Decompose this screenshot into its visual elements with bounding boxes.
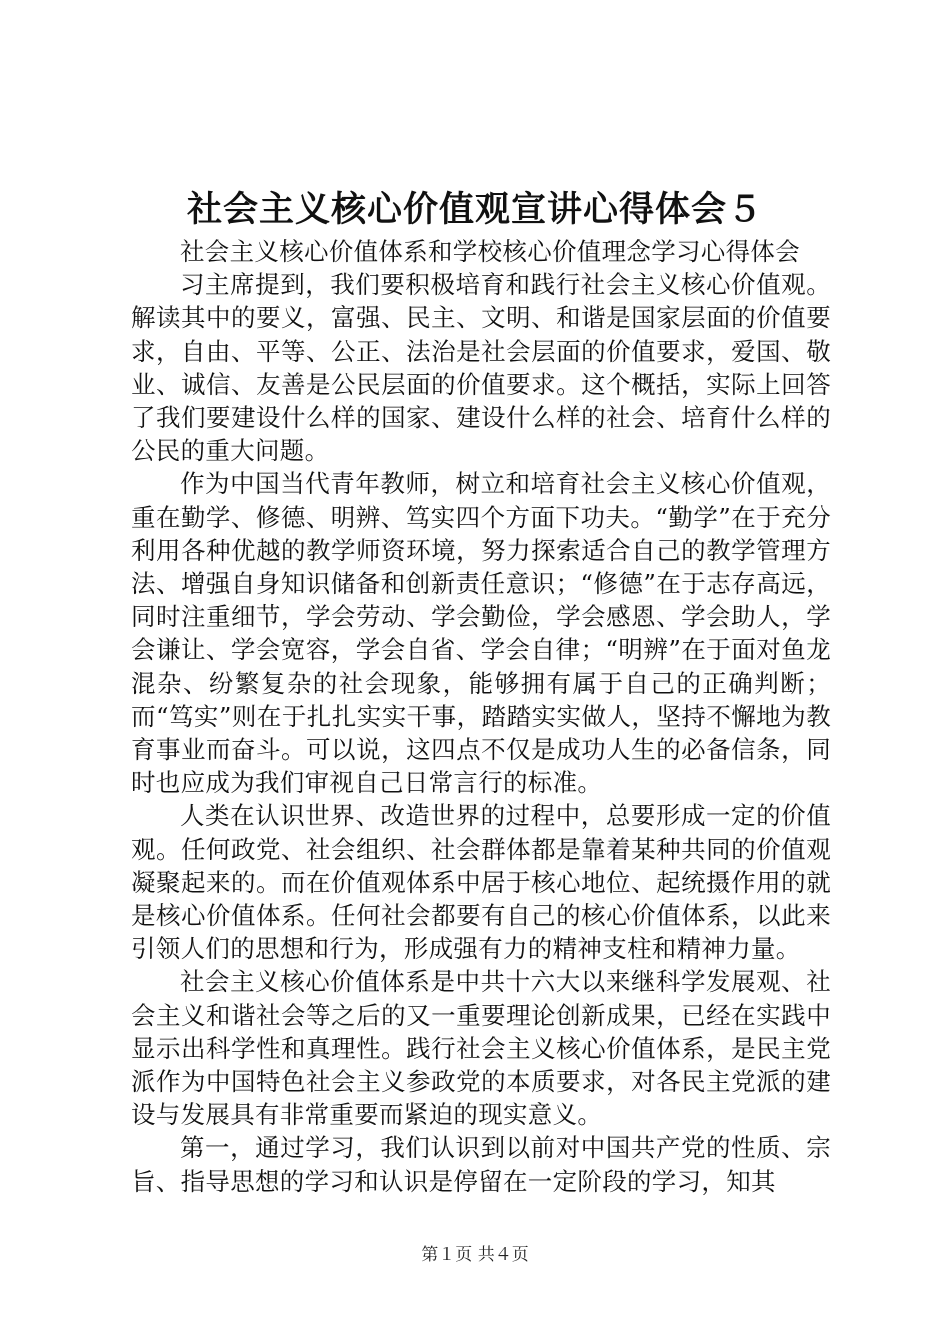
document-subtitle: 社会主义核心价值体系和学校核心价值理念学习心得体会 (180, 237, 800, 266)
paragraph-1: 习主席提到，我们要积极培育和践行社会主义核心价值观。解读其中的要义，富强、民主、文明、和谐是国家层面的价值要求，自由、平等、公正、法治是社会层面的价值要求，爱国、敬业、诚信、友善是公民层面的价值要求。这个概括，实际上回答了我们要建设什么样的国家、建设什么样的社会、培育什么样的公民的重大问题。 (131, 270, 831, 466)
paragraph-4: 社会主义核心价值体系是中共十六大以来继科学发展观、社会主义和谐社会等之后的又一重要理论创新成果，已经在实践中显示出科学性和真理性。践行社会主义核心价值体系，是民主党派作为中国特色社会主义参政党的本质要求，对各民主党派的建设与发展具有非常重要而紧迫的现实意义。 (131, 967, 831, 1130)
page-footer: 第１页 共４页 (421, 1245, 529, 1265)
paragraph-3: 人类在认识世界、改造世界的过程中，总要形成一定的价值观。任何政党、社会组织、社会群体都是靠着某种共同的价值观凝聚起来的。而在价值观体系中居于核心地位、起统摄作用的就是核心价值体系。任何社会都要有自己的核心价值体系，以此来引领人们的思想和行为，形成强有力的精神支柱和精神力量。 (131, 801, 831, 964)
document-body (131, 235, 831, 1198)
paragraph-2: 作为中国当代青年教师，树立和培育社会主义核心价值观，重在勤学、修德、明辨、笃实四个方面下功夫。“勤学”在于充分利用各种优越的教学师资环境，努力探索适合自己的教学管理方法、增强自身知识储备和创新责任意识；“修德”在于志存高远，同时注重细节，学会劳动、学会勤俭，学会感恩、学会助人，学会谦让、学会宽容，学会自省、学会自律；“明辨”在于面对鱼龙混杂、纷繁复杂的社会现象，能够拥有属于自己的正确判断；而“笃实”则在于扎扎实实干事，踏踏实实做人，坚持不懈地为教育事业而奋斗。可以说，这四点不仅是成功人生的必备信条，同时也应成为我们审视自己日常言行的标准。 (131, 469, 831, 798)
paragraph-5: 第一，通过学习，我们认识到以前对中国共产党的性质、宗旨、指导思想的学习和认识是停留在一定阶段的学习，知其 (131, 1133, 831, 1196)
document-title: 社会主义核心价值观宣讲心得体会５ (186, 189, 763, 230)
